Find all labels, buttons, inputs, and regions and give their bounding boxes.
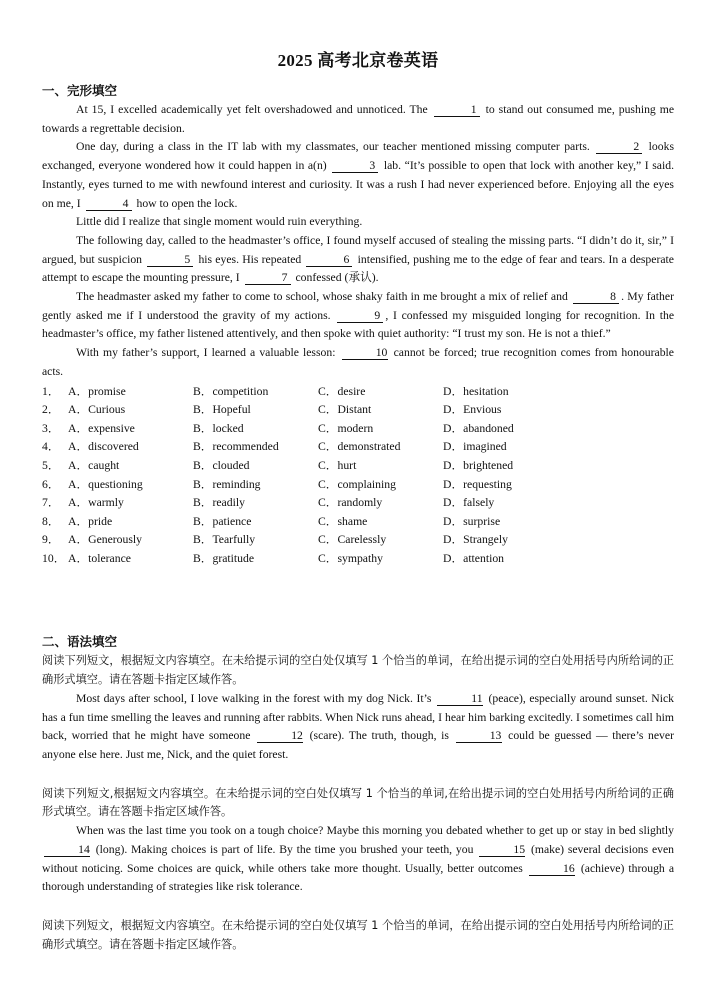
option-b[interactable]: B．competition xyxy=(193,384,269,398)
page-title: 2025 高考北京卷英语 xyxy=(277,51,439,70)
cloze-paragraph: Little did I realize that single moment would ruin everything. xyxy=(76,215,363,229)
option-b[interactable]: B．Hopeful xyxy=(193,403,251,417)
option-d[interactable]: D．hesitation xyxy=(443,384,509,398)
answer-blank-15[interactable]: 15 xyxy=(479,843,525,857)
cloze-paragraph: One day, during a class in the IT lab with my classmates, our teacher mentioned missing computer parts. 2 looks exchanged, everyone wondered how it could happen in a(n) 3 lab. “It’s possible to open that lock with another key,” I said. Instantly, eyes turned to me with newfound interest and curiosity. It was a rush I had never experienced before. Enjoying all the eyes on me, I 4 how to open the lock. xyxy=(42,140,675,210)
option-b[interactable]: B．Tearfully xyxy=(193,533,256,547)
option-c[interactable]: C．Carelessly xyxy=(318,533,387,547)
exam-page xyxy=(42,40,674,954)
answer-blank-10[interactable]: 10 xyxy=(342,346,388,360)
option-row xyxy=(42,476,674,495)
option-a[interactable]: A．Curious xyxy=(68,403,126,417)
option-row xyxy=(42,550,674,569)
question-number: 6． xyxy=(42,477,60,491)
instruction-1: 阅读下列短文，根据短文内容填空。在未给提示词的空白处仅填写 1 个恰当的单词，在给出提示词的空白处用括号内所给词的正确形式填空。请在答题卡指定区域作答。 xyxy=(42,654,674,687)
instruction-2: 阅读下列短文,根据短文内容填空。在未给提示词的空白处仅填写 1 个恰当的单词,在给出提示词的空白处用括号内所给词的正确形式填空。请在答题卡指定区域作答。 xyxy=(42,786,674,819)
option-c[interactable]: C．hurt xyxy=(318,458,357,472)
options-list xyxy=(42,383,674,569)
option-d[interactable]: D．falsely xyxy=(443,496,495,510)
option-c[interactable]: C．Distant xyxy=(318,403,372,417)
option-d[interactable]: D．Envious xyxy=(443,403,502,417)
option-row xyxy=(42,513,674,532)
section2-heading: 二、语法填空 xyxy=(42,635,118,650)
option-b[interactable]: B．gratitude xyxy=(193,551,255,565)
option-a[interactable]: A．warmly xyxy=(68,496,124,510)
option-row xyxy=(42,531,674,550)
grammar-passage-2: When was the last time you took on a tough choice? Maybe this morning you debated whether to get up or stay in bed slightly 14 (long). Making choices is part of life. By the time you brushed your teeth, you 15 (make) several decisions even without noticing. Some choices are quick, while others take more thought. Usually, better outcomes 16 (achieve) through a thorough understanding of strategies like risk tolerance. xyxy=(42,824,675,894)
option-d[interactable]: D．brightened xyxy=(443,458,514,472)
answer-blank-16[interactable]: 16 xyxy=(529,862,575,876)
option-d[interactable]: D．imagined xyxy=(443,440,507,454)
cloze-paragraph: With my father’s support, I learned a valuable lesson: 10 cannot be forced; true recognition comes from honourable acts. xyxy=(42,346,674,378)
option-d[interactable]: D．attention xyxy=(443,551,505,565)
option-d[interactable]: D．surprise xyxy=(443,514,501,528)
option-a[interactable]: A．pride xyxy=(68,514,113,528)
question-number: 3． xyxy=(42,421,60,435)
answer-blank-6[interactable]: 6 xyxy=(306,253,352,267)
option-d[interactable]: D．requesting xyxy=(443,477,512,491)
cloze-paragraph: The following day, called to the headmaster’s office, I found myself accused of stealing the missing parts. “I didn’t do it, sir,” I argued, but suspicion 5 his eyes. His repeated 6 intensified, pushing me to the edge of fear and tears. In a desperate attempt to escape the mounting pressure, I 7 confessed (承认). xyxy=(42,233,674,285)
cloze-paragraph: At 15, I excelled academically yet felt overshadowed and unnoticed. The 1 to stand out consumed me, pushing me towards a regrettable decision. xyxy=(42,103,675,135)
option-a[interactable]: A．expensive xyxy=(68,421,135,435)
option-a[interactable]: A．questioning xyxy=(68,477,143,491)
option-b[interactable]: B．locked xyxy=(193,421,244,435)
option-d[interactable]: D．abandoned xyxy=(443,421,514,435)
answer-blank-1[interactable]: 1 xyxy=(434,103,480,117)
option-c[interactable]: C．complaining xyxy=(318,477,396,491)
option-b[interactable]: B．readily xyxy=(193,496,245,510)
option-b[interactable]: B．clouded xyxy=(193,458,250,472)
answer-blank-14[interactable]: 14 xyxy=(44,843,90,857)
answer-blank-2[interactable]: 2 xyxy=(596,140,642,154)
option-d[interactable]: D．Strangely xyxy=(443,533,508,547)
question-number: 8． xyxy=(42,514,60,528)
answer-blank-13[interactable]: 13 xyxy=(456,729,502,743)
answer-blank-7[interactable]: 7 xyxy=(245,271,291,285)
cloze-passage xyxy=(42,101,674,382)
question-number: 4． xyxy=(42,440,60,454)
option-b[interactable]: B．reminding xyxy=(193,477,261,491)
option-b[interactable]: B．recommended xyxy=(193,440,279,454)
cloze-paragraph: The headmaster asked my father to come to school, whose shaky faith in me brought a mix of relief and 8 . My father gently asked me if I understood the gravity of my actions. 9 , I confessed my misguided longing for recognition. In the headmaster’s office, my father listened attentively, and then spoke with quiet authority: “I trust my son. He is not a thief.” xyxy=(42,290,675,341)
answer-blank-8[interactable]: 8 xyxy=(573,290,619,304)
option-row xyxy=(42,401,674,420)
option-c[interactable]: C．sympathy xyxy=(318,551,383,565)
option-c[interactable]: C．desire xyxy=(318,384,366,398)
question-number: 2． xyxy=(42,403,60,417)
question-number: 7． xyxy=(42,496,60,510)
answer-blank-5[interactable]: 5 xyxy=(147,253,193,267)
option-row xyxy=(42,438,674,457)
option-a[interactable]: A．discovered xyxy=(68,440,139,454)
answer-blank-3[interactable]: 3 xyxy=(332,159,378,173)
answer-blank-4[interactable]: 4 xyxy=(86,197,132,211)
question-number: 10． xyxy=(42,551,66,565)
answer-blank-11[interactable]: 11 xyxy=(437,692,483,706)
answer-blank-12[interactable]: 12 xyxy=(257,729,303,743)
option-c[interactable]: C．modern xyxy=(318,421,374,435)
option-a[interactable]: A．Generously xyxy=(68,533,143,547)
option-a[interactable]: A．tolerance xyxy=(68,551,131,565)
question-number: 5． xyxy=(42,458,60,472)
option-a[interactable]: A．promise xyxy=(68,384,126,398)
option-b[interactable]: B．patience xyxy=(193,514,252,528)
option-a[interactable]: A．caught xyxy=(68,458,120,472)
option-c[interactable]: C．randomly xyxy=(318,496,383,510)
instruction-3: 阅读下列短文，根据短文内容填空。在未给提示词的空白处仅填写 1 个恰当的单词，在给出提示词的空白处用括号内所给词的正确形式填空。请在答题卡指定区域作答。 xyxy=(42,918,674,951)
question-number: 9． xyxy=(42,533,60,547)
section1-heading: 一、完形填空 xyxy=(42,84,118,98)
answer-blank-9[interactable]: 9 xyxy=(337,309,383,323)
option-row xyxy=(42,457,674,476)
grammar-passage-1: Most days after school, I love walking in the forest with my dog Nick. It’s 11 (peace), especially around sunset. Nick has a fun time smelling the leaves and running after rabbits. When Nick runs ahead, I hear him barking excitedly. I sometimes call him back, worried that he might have someone 12 (scare). The truth, though, is 13 could be guessed — there’s never anyone else here. Just me, Nick, and the quiet forest. xyxy=(42,691,675,761)
option-c[interactable]: C．demonstrated xyxy=(318,440,401,454)
question-number: 1． xyxy=(42,384,60,398)
option-row xyxy=(42,383,674,402)
option-row xyxy=(42,494,674,513)
option-c[interactable]: C．shame xyxy=(318,514,368,528)
option-row xyxy=(42,420,674,439)
